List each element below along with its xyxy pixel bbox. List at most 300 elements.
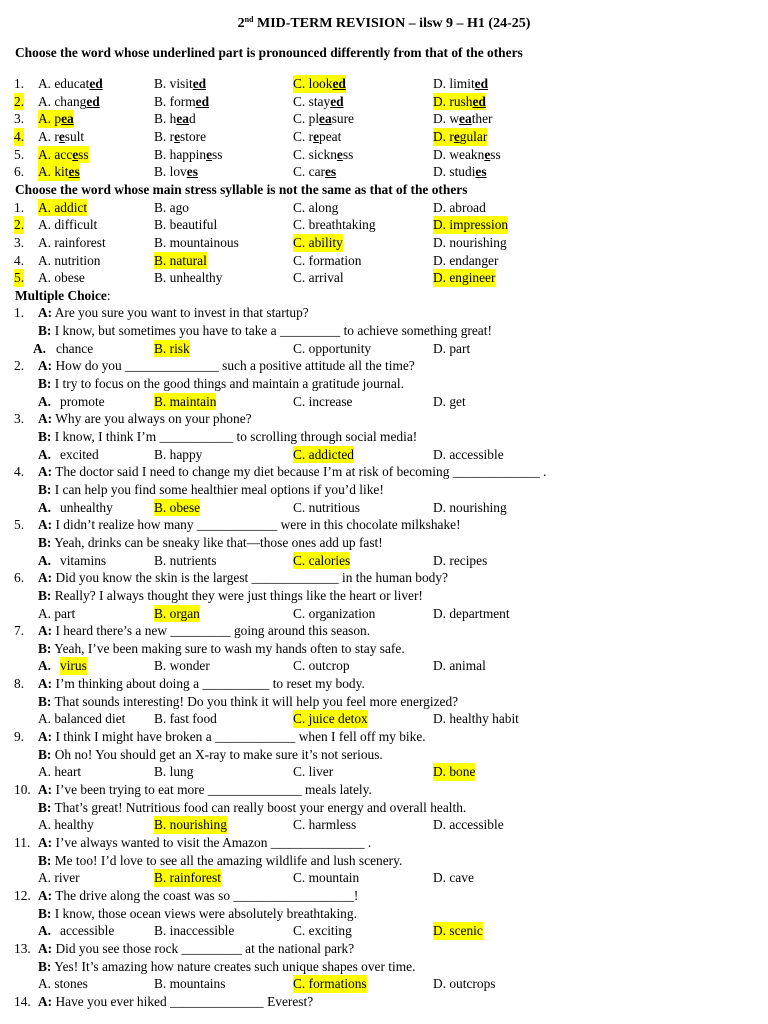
option-text: ss <box>212 146 223 162</box>
option-text: A. r <box>38 128 59 144</box>
option-text: D. studi <box>433 164 476 180</box>
speaker-label: B: <box>38 323 52 339</box>
dialogue-text: Are you sure you want to invest in that startup? <box>52 305 309 321</box>
speaker-label: B: <box>38 905 52 921</box>
answer-option: B. beautiful <box>154 217 218 233</box>
option-text: store <box>180 128 207 144</box>
option-text: C. stay <box>293 93 331 109</box>
underlined-part: ea <box>319 111 332 127</box>
speaker-b-line <box>38 587 423 605</box>
question-number: 10. <box>14 782 31 797</box>
underlined-part: ed <box>89 76 103 91</box>
answer-option: B. fast food <box>154 711 217 727</box>
dialogue-line-b <box>0 746 768 764</box>
answer-option: D. cave <box>433 870 474 886</box>
speaker-label: A: <box>38 993 53 1009</box>
answer-option: A. stones <box>38 976 88 992</box>
speaker-a-line <box>38 569 448 587</box>
answer-option: D. nourishing <box>433 234 507 250</box>
question-number: 2. <box>14 358 25 374</box>
question-number: 14. <box>14 993 31 1009</box>
section3-title: Multiple Choice <box>15 287 107 303</box>
dialogue-line-b <box>0 587 768 605</box>
answer-option: D. bone <box>433 764 476 780</box>
pronunciation-row <box>0 110 768 128</box>
answer-option: D. outcrops <box>433 976 496 992</box>
underlined-part: es <box>475 164 487 180</box>
dialogue-text: That sounds interesting! Do you think it will help you feel more energized? <box>51 693 459 709</box>
dialogue-line-a <box>0 569 768 587</box>
question-number: 1. <box>14 199 25 215</box>
answer-option: C. liver <box>293 764 334 780</box>
options-row <box>0 393 768 411</box>
speaker-b-line <box>38 322 492 340</box>
answer-option <box>293 93 344 111</box>
speaker-label: A: <box>38 623 53 639</box>
option-text: D. limit <box>433 76 475 91</box>
speaker-label: B: <box>38 693 52 709</box>
answer-option <box>433 93 486 111</box>
section3-colon: : <box>106 287 111 303</box>
dialogue-line-b <box>0 958 768 976</box>
answer-option: D. engineer <box>433 270 496 286</box>
question-number: 13. <box>14 940 31 956</box>
dialogue-line-b <box>0 905 768 923</box>
dialogue-text: I try to focus on the good things and maintain a gratitude journal. <box>51 376 404 392</box>
answer-option: C. ability <box>293 234 343 250</box>
answer-option: B. wonder <box>154 658 210 674</box>
dialogue-line-a <box>0 728 768 746</box>
answer-option: D. accessible <box>433 817 504 833</box>
speaker-label: A: <box>38 834 53 850</box>
options-row <box>0 657 768 675</box>
dialogue-line-b <box>0 693 768 711</box>
dialogue-text: Yeah, drinks can be sneaky like that—those ones add up fast! <box>51 534 383 550</box>
option-text: ss <box>490 146 501 162</box>
page-title <box>0 15 768 33</box>
underlined-part: es <box>186 164 198 180</box>
options-row <box>0 340 768 358</box>
options-row <box>0 922 768 940</box>
dialogue-line-b <box>0 799 768 817</box>
answer-option: D. animal <box>433 658 486 674</box>
option-text: B. h <box>154 111 177 127</box>
speaker-a-line <box>38 887 358 905</box>
option-text: D. weakn <box>433 146 485 162</box>
answer-option <box>293 75 346 93</box>
option-text: B. happin <box>154 146 207 162</box>
answer-option: A. rainforest <box>38 234 106 250</box>
option-text: B. visit <box>154 76 193 91</box>
underlined-part: ed <box>332 76 346 91</box>
question-number: 11. <box>14 834 31 850</box>
dialogue-text: Did you see those rock _________ at the national park? <box>52 940 355 956</box>
answer-option: B. nourishing <box>154 817 227 833</box>
dialogue-line-b <box>0 322 768 340</box>
speaker-a-line <box>38 410 252 428</box>
question-number: 3. <box>14 411 25 427</box>
question-number: 8. <box>14 676 25 692</box>
underlined-part: e <box>174 128 181 144</box>
question-number: 5. <box>14 146 25 162</box>
speaker-label: B: <box>38 852 52 868</box>
answer-option <box>293 163 336 181</box>
underlined-part: ea <box>176 111 189 127</box>
answer-option <box>38 128 84 146</box>
question-number: 9. <box>14 729 25 745</box>
option-text: ss <box>342 146 354 162</box>
answer-option: D. recipes <box>433 552 488 568</box>
answer-option: B. organ <box>154 605 200 621</box>
dialogue-line-b <box>0 534 768 552</box>
dialogue-text: I heard there’s a new _________ going around this season. <box>52 623 371 639</box>
answer-option <box>293 146 353 164</box>
option-text: ther <box>471 111 493 127</box>
title-superscript: nd <box>244 15 254 24</box>
answer-option: B. nutrients <box>154 552 217 568</box>
question-number: 4. <box>14 252 25 268</box>
speaker-label: B: <box>38 799 52 815</box>
speaker-label: A: <box>38 940 53 956</box>
answer-option: B. obese <box>154 499 201 515</box>
speaker-label: A: <box>38 411 53 427</box>
option-letter: A. <box>38 393 52 409</box>
option-text: ss <box>78 146 89 162</box>
speaker-label: A: <box>38 729 53 745</box>
speaker-a-line <box>38 516 461 534</box>
speaker-a-line <box>38 993 313 1011</box>
speaker-label: A: <box>38 570 53 586</box>
speaker-label: B: <box>38 429 52 444</box>
speaker-label: B: <box>38 958 52 974</box>
stress-row <box>0 234 768 252</box>
options-row <box>0 710 768 728</box>
dialogue-line-a <box>0 410 768 428</box>
dialogue-text: I’m thinking about doing a __________ to reset my body. <box>52 676 365 692</box>
option-text: C. pl <box>293 111 320 127</box>
speaker-b-line <box>38 640 405 658</box>
answer-option: B. lung <box>154 764 194 780</box>
answer-option: C. formation <box>293 252 362 268</box>
option-text: A. acc <box>38 146 73 162</box>
speaker-label: A: <box>38 782 53 797</box>
pronunciation-row <box>0 146 768 164</box>
dialogue-line-b <box>0 481 768 499</box>
option-text: A. p <box>38 111 62 127</box>
option-letter: A. <box>38 446 52 462</box>
speaker-a-line <box>38 304 309 322</box>
speaker-a-line <box>38 675 365 693</box>
answer-option: promote <box>60 393 105 409</box>
answer-option <box>154 110 196 128</box>
dialogue-text: Yeah, I’ve been making sure to wash my hands often to stay safe. <box>51 640 405 656</box>
dialogue-text: Have you ever hiked ______________ Everest? <box>52 993 314 1009</box>
dialogue-text: Did you know the skin is the largest _____________ in the human body? <box>52 570 448 586</box>
section1-heading: Choose the word whose underlined part is pronounced differently from that of the others <box>15 45 523 60</box>
answer-option: D. part <box>433 340 471 356</box>
options-row <box>0 869 768 887</box>
answer-option <box>154 93 209 111</box>
underlined-part: es <box>68 164 80 180</box>
pronunciation-row <box>0 128 768 146</box>
option-letter: A. <box>38 552 52 568</box>
dialogue-line-a <box>0 516 768 534</box>
dialogue-line-a <box>0 887 768 905</box>
title-text: MID-TERM REVISION – ilsw 9 – H1 (24-25) <box>257 16 531 31</box>
underlined-part: e <box>72 146 79 162</box>
option-text: A. chang <box>38 93 87 109</box>
pronunciation-row <box>0 163 768 181</box>
dialogue-line-b <box>0 640 768 658</box>
speaker-b-line <box>38 693 458 711</box>
speaker-label: B: <box>38 534 52 550</box>
underlined-part: e <box>58 128 65 144</box>
options-row <box>0 763 768 781</box>
underlined-part: ed <box>474 76 489 91</box>
question-number: 3. <box>14 234 25 250</box>
dialogue-line-b <box>0 852 768 870</box>
question-number: 3. <box>14 111 25 127</box>
answer-option: A. obese <box>38 270 85 286</box>
option-text: D. w <box>433 111 460 127</box>
underlined-part: ed <box>192 76 207 91</box>
question-number: 1. <box>14 305 25 321</box>
underlined-part: ed <box>86 93 100 109</box>
answer-option: C. along <box>293 199 339 215</box>
dialogue-line-a <box>0 993 768 1011</box>
answer-option: A. healthy <box>38 817 94 833</box>
stress-row <box>0 199 768 217</box>
speaker-a-line <box>38 622 370 640</box>
dialogue-text: I know, I think I’m ___________ to scrolling through social media! <box>51 429 418 444</box>
option-letter: A. <box>38 923 52 939</box>
answer-option: D. abroad <box>433 199 486 215</box>
option-text: sult <box>64 128 85 144</box>
dialogue-line-b <box>0 428 768 446</box>
answer-option: C. outcrop <box>293 658 350 674</box>
answer-option <box>433 128 487 146</box>
speaker-a-line <box>38 940 354 958</box>
answer-option <box>293 110 354 128</box>
speaker-label: B: <box>38 746 52 762</box>
answer-option: C. increase <box>293 393 353 409</box>
option-text: B. lov <box>154 164 187 180</box>
underlined-part: e <box>484 146 491 162</box>
question-number: 4. <box>14 464 25 480</box>
dialogue-text: I know, those ocean views were absolutely breathtaking. <box>51 905 357 921</box>
dialogue-line-a <box>0 940 768 958</box>
options-row <box>0 816 768 834</box>
answer-option <box>38 163 80 181</box>
option-text: C. car <box>293 164 325 180</box>
answer-option <box>154 75 206 93</box>
answer-option: D. healthy habit <box>433 711 519 727</box>
dialogue-line-a <box>0 463 768 481</box>
answer-option: A. heart <box>38 764 82 780</box>
options-row <box>0 605 768 623</box>
answer-option <box>38 75 103 93</box>
answer-option: C. exciting <box>293 923 352 939</box>
dialogue-line-a <box>0 781 768 799</box>
speaker-b-line <box>38 534 383 552</box>
question-number: 7. <box>14 623 25 639</box>
option-text: d <box>188 111 196 127</box>
speaker-b-line <box>38 958 415 976</box>
options-row <box>0 499 768 517</box>
answer-option <box>154 163 198 181</box>
answer-option: B. rainforest <box>154 870 221 886</box>
answer-option: B. unhealthy <box>154 270 223 286</box>
answer-option: A. difficult <box>38 217 98 233</box>
answer-option: C. harmless <box>293 817 357 833</box>
dialogue-line-a <box>0 675 768 693</box>
answer-option: vitamins <box>60 552 107 568</box>
speaker-a-line <box>38 463 546 481</box>
dialogue-text: I can help you find some healthier meal options if you’d like! <box>51 481 384 497</box>
stress-row <box>0 216 768 234</box>
answer-option <box>293 128 341 146</box>
answer-option: C. formations <box>293 976 367 992</box>
answer-option: D. accessible <box>433 446 504 462</box>
answer-option: C. breathtaking <box>293 217 376 233</box>
dialogue-text: Why are you always on your phone? <box>52 411 252 427</box>
dialogue-text: Really? I always thought they were just things like the heart or liver! <box>51 587 423 603</box>
title-prefix: 2 <box>237 16 245 31</box>
answer-option: B. happy <box>154 446 203 462</box>
pronunciation-row <box>0 75 768 93</box>
underlined-part: ed <box>195 93 210 109</box>
question-number: 2. <box>14 93 25 109</box>
option-text: sure <box>331 111 354 127</box>
answer-option: unhealthy <box>60 499 113 515</box>
speaker-b-line <box>38 428 417 446</box>
answer-option: C. nutritious <box>293 499 360 515</box>
speaker-label: A: <box>38 358 53 374</box>
option-letter: A. <box>38 499 52 515</box>
answer-option: D. scenic <box>433 923 483 939</box>
section2-heading: Choose the word whose main stress syllable is not the same as that of the others <box>15 181 468 197</box>
speaker-b-line <box>38 375 404 393</box>
answer-option <box>433 75 488 93</box>
question-number: 5. <box>14 517 25 533</box>
answer-option: D. impression <box>433 217 509 233</box>
answer-option <box>38 93 100 111</box>
option-text: C. r <box>293 128 314 144</box>
options-row <box>0 446 768 464</box>
answer-option: excited <box>60 446 99 462</box>
answer-option: C. calories <box>293 552 351 568</box>
dialogue-text: That’s great! Nutritious food can really boost your energy and overall health. <box>51 799 467 815</box>
speaker-a-line <box>38 781 372 799</box>
stress-row <box>0 269 768 287</box>
answer-option: D. nourishing <box>433 499 507 515</box>
dialogue-line-a <box>0 834 768 852</box>
answer-option: virus <box>60 658 87 674</box>
answer-option: B. inaccessible <box>154 923 235 939</box>
option-text: A. kit <box>38 164 69 180</box>
question-number: 6. <box>14 570 25 586</box>
dialogue-text: The drive along the coast was so __________________! <box>52 887 359 903</box>
answer-option: A. addict <box>38 199 88 215</box>
underlined-part: ed <box>330 93 344 109</box>
dialogue-text: Oh no! You should get an X-ray to make sure it’s not serious. <box>51 746 383 762</box>
dialogue-line-a <box>0 357 768 375</box>
speaker-b-line <box>38 905 357 923</box>
underlined-part: e <box>206 146 213 162</box>
underlined-part: es <box>324 164 337 180</box>
speaker-a-line <box>38 357 415 375</box>
answer-option: B. maintain <box>154 393 217 409</box>
answer-option <box>433 163 487 181</box>
options-row <box>0 552 768 570</box>
answer-option <box>433 146 501 164</box>
answer-option: D. endanger <box>433 252 499 268</box>
option-text: D. rush <box>433 93 473 109</box>
answer-option: accessible <box>60 923 115 939</box>
question-number: 5. <box>14 270 25 286</box>
speaker-a-line <box>38 834 371 852</box>
answer-option: C. mountain <box>293 870 360 886</box>
underlined-part: e <box>453 128 460 144</box>
underlined-part: ea <box>61 111 74 127</box>
answer-option: C. addicted <box>293 446 354 462</box>
answer-option: A. river <box>38 870 80 886</box>
answer-option: A. balanced diet <box>38 711 126 727</box>
dialogue-text: Me too! I’d love to see all the amazing wildlife and lush scenery. <box>51 852 403 868</box>
option-text: C. sickn <box>293 146 337 162</box>
dialogue-line-a <box>0 304 768 322</box>
answer-option <box>154 128 206 146</box>
answer-option: C. organization <box>293 605 376 621</box>
dialogue-text: I think I might have broken a ____________ when I fell off my bike. <box>52 729 426 745</box>
option-text: C. look <box>293 76 333 91</box>
answer-option: B. mountains <box>154 976 226 992</box>
dialogue-text: Yes! It’s amazing how nature creates such unique shapes over time. <box>51 958 416 974</box>
question-number: 6. <box>14 164 25 180</box>
answer-option: B. ago <box>154 199 189 215</box>
answer-option: B. natural <box>154 252 207 268</box>
dialogue-text: The doctor said I need to change my diet because I’m at risk of becoming _____________ . <box>52 464 547 480</box>
question-number: 4. <box>14 128 25 144</box>
answer-option: C. juice detox <box>293 711 368 727</box>
underlined-part: e <box>313 128 320 144</box>
answer-option: B. mountainous <box>154 234 239 250</box>
dialogue-text: I didn’t realize how many ____________ were in this chocolate milkshake! <box>52 517 461 533</box>
option-text: A. educat <box>38 76 90 91</box>
speaker-label: B: <box>38 640 52 656</box>
speaker-label: B: <box>38 376 52 392</box>
speaker-b-line <box>38 852 402 870</box>
underlined-part: ed <box>472 93 486 109</box>
answer-option: D. get <box>433 393 466 409</box>
speaker-label: A: <box>38 305 53 321</box>
option-text: peat <box>319 128 342 144</box>
question-number: 12. <box>14 887 31 903</box>
answer-option: C. opportunity <box>293 340 372 356</box>
option-text: B. r <box>154 128 175 144</box>
speaker-b-line <box>38 481 384 499</box>
speaker-b-line <box>38 746 383 764</box>
answer-option: D. department <box>433 605 510 621</box>
options-row <box>0 975 768 993</box>
option-letter: A. <box>33 340 47 356</box>
speaker-label: A: <box>38 887 53 903</box>
speaker-b-line <box>38 799 466 817</box>
answer-option <box>154 146 222 164</box>
option-text: gular <box>459 128 488 144</box>
section3-heading <box>15 288 111 304</box>
speaker-label: B: <box>38 587 52 603</box>
